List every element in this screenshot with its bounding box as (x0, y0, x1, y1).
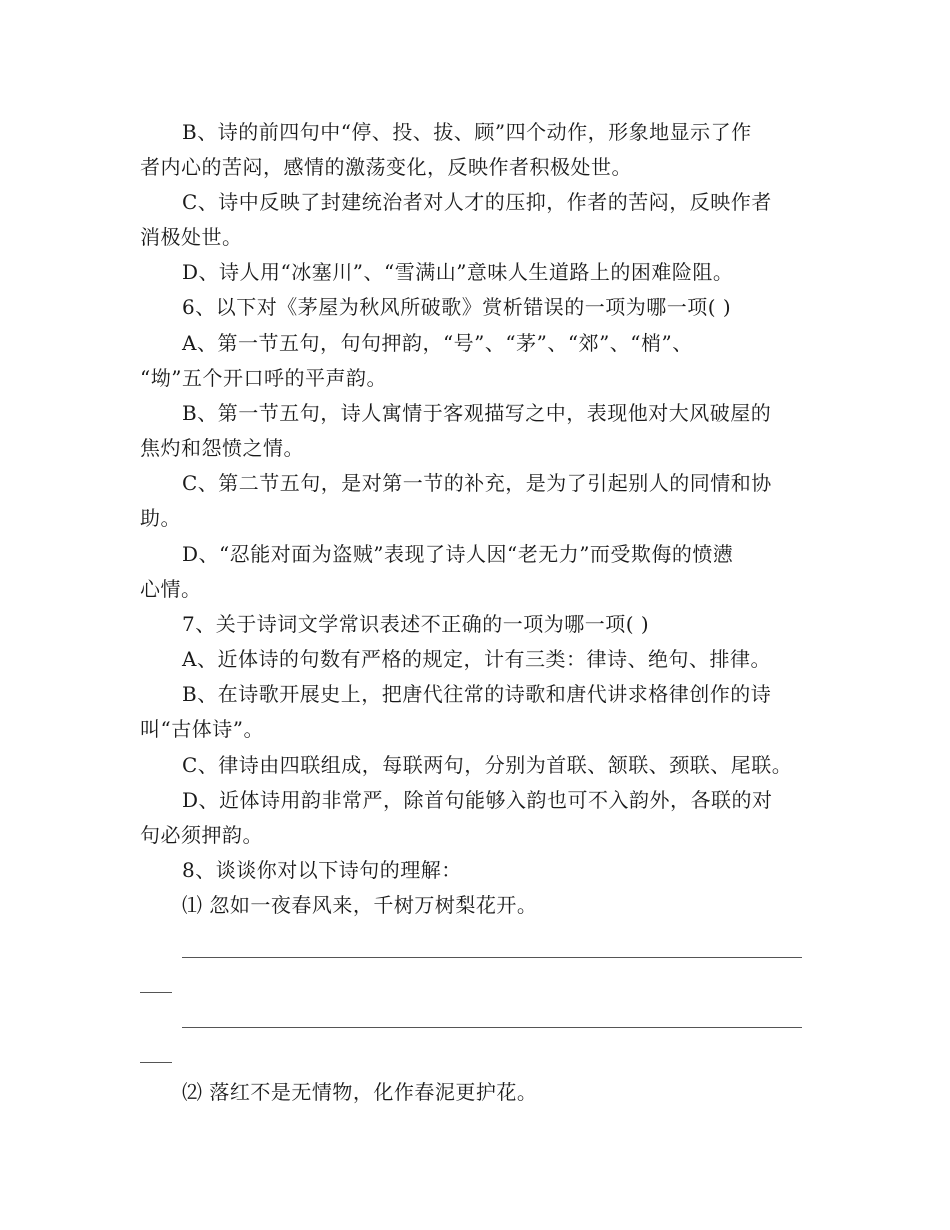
option-c-q6-line1: C、第二节五句，是对第一节的补充，是为了引起别人的同情和协 (182, 471, 772, 495)
option-b-q6-line2: 焦灼和怨愤之情。 (140, 436, 304, 460)
answer-line-1-tail (140, 992, 172, 993)
question-8: 8、谈谈你对以下诗句的理解： (182, 858, 462, 882)
option-a-q6-line1: A、第一节五句，句句押韵，“号”、“茅”、“郊”、“梢”、 (182, 331, 693, 355)
option-a-q6-line2: “坳”五个开口呼的平声韵。 (140, 366, 387, 390)
option-d-q5: D、诗人用“冰塞川”、“雪满山”意味人生道路上的困难险阻。 (182, 260, 734, 284)
question-8-item-2: ⑵ 落红不是无情物，化作春泥更护花。 (182, 1080, 538, 1104)
option-d-q6-line1: D、“忍能对面为盗贼”表现了诗人因“老无力”而受欺侮的愤懑 (182, 542, 734, 566)
option-b-q5-line1: B、诗的前四句中“停、投、拔、顾”四个动作，形象地显示了作 (182, 120, 752, 144)
question-7: 7、关于诗词文学常识表述不正确的一项为哪一项( ) (182, 612, 650, 636)
option-b-q5-line2: 者内心的苦闷，感情的激荡变化，反映作者积极处世。 (140, 155, 632, 179)
question-8-item-1: ⑴ 忽如一夜春风来，千树万树梨花开。 (182, 893, 538, 917)
option-d-q7-line1: D、近体诗用韵非常严，除首句能够入韵也可不入韵外，各联的对 (182, 788, 773, 812)
option-b-q6-line1: B、第一节五句，诗人寓情于客观描写之中，表现他对大风破屋的 (182, 401, 772, 425)
question-6: 6、以下对《茅屋为秋风所破歌》赏析错误的一项为哪一项( ) (182, 295, 732, 319)
answer-line-1[interactable] (182, 957, 802, 958)
option-d-q6-line2: 心情。 (140, 577, 202, 601)
option-c-q6-line2: 助。 (140, 506, 181, 530)
option-c-q7: C、律诗由四联组成，每联两句，分别为首联、颔联、颈联、尾联。 (182, 753, 793, 777)
answer-line-2[interactable] (182, 1027, 802, 1028)
option-c-q5-line1: C、诗中反映了封建统治者对人才的压抑，作者的苦闷，反映作者 (182, 190, 772, 214)
option-b-q7-line2: 叫“古体诗”。 (140, 717, 264, 741)
option-b-q7-line1: B、在诗歌开展史上，把唐代往常的诗歌和唐代讲求格律创作的诗 (182, 682, 772, 706)
option-c-q5-line2: 消极处世。 (140, 225, 243, 249)
option-a-q7: A、近体诗的句数有严格的规定，计有三类：律诗、绝句、排律。 (182, 647, 771, 671)
answer-line-2-tail (140, 1062, 172, 1063)
option-d-q7-line2: 句必须押韵。 (140, 823, 263, 847)
